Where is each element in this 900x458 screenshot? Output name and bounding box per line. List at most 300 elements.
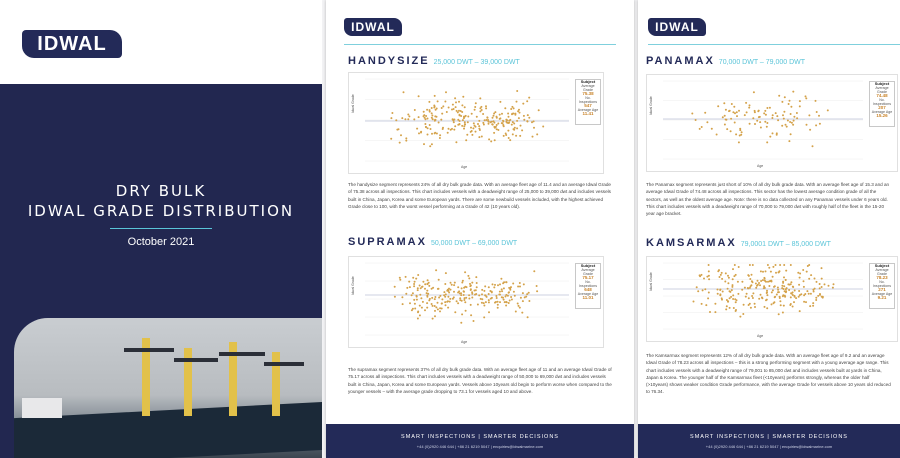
data-point: [458, 101, 460, 103]
data-point: [467, 121, 469, 123]
data-point: [729, 307, 731, 309]
data-point: [815, 124, 817, 126]
data-point: [439, 295, 441, 297]
data-point: [412, 277, 414, 279]
data-point: [482, 122, 484, 124]
data-point: [459, 114, 461, 116]
data-point: [465, 115, 467, 117]
crane-boom: [264, 362, 304, 366]
data-point: [736, 299, 738, 301]
idwal-logo: IDWAL: [344, 18, 402, 36]
data-point: [408, 281, 410, 283]
data-point: [536, 285, 538, 287]
legend-age-label: Average Age: [871, 110, 893, 114]
data-point: [475, 131, 477, 133]
data-point: [701, 126, 703, 128]
data-point: [449, 298, 451, 300]
data-point: [717, 289, 719, 291]
data-point: [809, 129, 811, 131]
data-point: [758, 298, 760, 300]
data-point: [510, 286, 512, 288]
data-point: [507, 113, 509, 115]
data-point: [766, 141, 768, 143]
data-point: [785, 124, 787, 126]
data-point: [741, 289, 743, 291]
data-point: [403, 91, 405, 93]
data-point: [500, 278, 502, 280]
data-point: [508, 120, 510, 122]
data-point: [472, 127, 474, 129]
data-point: [763, 112, 765, 114]
data-point: [749, 123, 751, 125]
data-point: [773, 286, 775, 288]
data-point: [735, 133, 737, 135]
legend-grade-label: Average Grade: [581, 268, 595, 276]
data-point: [736, 111, 738, 113]
data-point: [406, 287, 408, 289]
data-point: [423, 115, 425, 117]
data-point: [434, 296, 436, 298]
data-point: [501, 288, 503, 290]
data-point: [457, 119, 459, 121]
data-point: [744, 287, 746, 289]
data-point: [488, 293, 490, 295]
data-point: [775, 272, 777, 274]
data-point: [423, 143, 425, 145]
data-point: [779, 300, 781, 302]
data-point: [731, 286, 733, 288]
data-point: [749, 278, 751, 280]
x-axis-label: Age: [461, 165, 468, 169]
data-point: [828, 285, 830, 287]
cover-title-line2: IDWAL GRADE DISTRIBUTION: [27, 202, 295, 220]
data-point: [762, 279, 764, 281]
data-point: [434, 106, 436, 108]
data-point: [439, 310, 441, 312]
report-page-3: [638, 0, 900, 458]
header-rule: [344, 44, 616, 45]
data-point: [417, 311, 419, 313]
data-point: [719, 276, 721, 278]
data-point: [518, 117, 520, 119]
data-point: [812, 305, 814, 307]
data-point: [504, 107, 506, 109]
data-point: [444, 283, 446, 285]
data-point: [390, 117, 392, 119]
data-point: [522, 103, 524, 105]
data-point: [508, 287, 510, 289]
data-point: [504, 301, 506, 303]
data-point: [427, 134, 429, 136]
ship-photo: [14, 318, 322, 458]
data-point: [725, 119, 727, 121]
data-point: [761, 297, 763, 299]
data-point: [514, 127, 516, 129]
data-point: [441, 113, 443, 115]
data-point: [491, 291, 493, 293]
data-point: [503, 287, 505, 289]
data-point: [746, 293, 748, 295]
data-point: [473, 122, 475, 124]
section-dwt-range: 79,0001 DWT – 85,000 DWT: [740, 241, 831, 248]
data-point: [470, 127, 472, 129]
data-point: [807, 265, 809, 267]
data-point: [452, 104, 454, 106]
data-point: [481, 136, 483, 138]
data-point: [735, 309, 737, 311]
data-point: [424, 288, 426, 290]
data-point: [521, 129, 523, 131]
data-point: [814, 278, 816, 280]
scatter-plot: [349, 73, 603, 173]
data-point: [422, 286, 424, 288]
data-point: [479, 107, 481, 109]
data-point: [431, 288, 433, 290]
scatter-plot: [647, 257, 897, 341]
data-point: [438, 288, 440, 290]
data-point: [438, 279, 440, 281]
data-point: [738, 110, 740, 112]
data-point: [422, 301, 424, 303]
data-point: [542, 126, 544, 128]
data-point: [434, 132, 436, 134]
legend-age-value: 15.26: [876, 113, 888, 118]
data-point: [514, 295, 516, 297]
data-point: [723, 102, 725, 104]
data-point: [432, 305, 434, 307]
data-point: [764, 306, 766, 308]
data-point: [526, 293, 528, 295]
data-point: [464, 106, 466, 108]
data-point: [821, 286, 823, 288]
data-point: [733, 307, 735, 309]
data-point: [797, 272, 799, 274]
data-point: [775, 264, 777, 266]
data-point: [792, 306, 794, 308]
data-point: [827, 109, 829, 111]
data-point: [516, 90, 518, 92]
data-point: [777, 289, 779, 291]
data-point: [486, 119, 488, 121]
data-point: [752, 292, 754, 294]
data-point: [778, 313, 780, 315]
data-point: [821, 267, 823, 269]
y-axis-label: Idwal Grade: [351, 276, 355, 295]
data-point: [808, 293, 810, 295]
data-point: [494, 111, 496, 113]
data-point: [762, 271, 764, 273]
data-point: [411, 294, 413, 296]
data-point: [732, 268, 734, 270]
data-point: [455, 141, 457, 143]
data-point: [426, 307, 428, 309]
data-point: [738, 141, 740, 143]
data-point: [414, 308, 416, 310]
data-point: [416, 295, 418, 297]
data-point: [398, 128, 400, 130]
data-point: [470, 289, 472, 291]
data-point: [426, 290, 428, 292]
data-point: [719, 293, 721, 295]
data-point: [473, 320, 475, 322]
data-point: [793, 120, 795, 122]
data-point: [453, 284, 455, 286]
data-point: [721, 278, 723, 280]
data-point: [468, 294, 470, 296]
data-point: [771, 291, 773, 293]
data-point: [435, 119, 437, 121]
data-point: [703, 278, 705, 280]
data-point: [509, 139, 511, 141]
data-point: [434, 298, 436, 300]
data-point: [461, 282, 463, 284]
data-point: [434, 305, 436, 307]
data-point: [798, 284, 800, 286]
data-point: [454, 97, 456, 99]
data-point: [736, 115, 738, 117]
chart-legend: [869, 263, 895, 309]
data-point: [509, 300, 511, 302]
data-point: [785, 270, 787, 272]
data-point: [523, 283, 525, 285]
data-point: [499, 117, 501, 119]
data-point: [471, 293, 473, 295]
data-point: [725, 308, 727, 310]
data-point: [732, 298, 734, 300]
data-point: [750, 285, 752, 287]
data-point: [463, 128, 465, 130]
data-point: [464, 121, 466, 123]
data-point: [809, 305, 811, 307]
data-point: [493, 120, 495, 122]
data-point: [493, 115, 495, 117]
data-point: [818, 115, 820, 117]
data-point: [697, 290, 699, 292]
data-point: [429, 111, 431, 113]
data-point: [769, 136, 771, 138]
section-paragraph: The supramax segment represents 37% of all dry bulk grade data. With an average fleet age of 11 and an average Idwal Grade of 75.17 across all inspections. This chart includes vessels with a deadweight range of 50,000 to 69,000 dwt and includes vessels built in China, Japan, Korea and some European yards. Vessels above 10years old begin to perform worse when compared to the younger vessels – with the average grade dropping to 73.1 for vessels aged 10 and above.: [348, 367, 612, 394]
data-point: [411, 309, 413, 311]
data-point: [824, 283, 826, 285]
data-point: [822, 297, 824, 299]
data-point: [431, 107, 433, 109]
data-point: [438, 122, 440, 124]
data-point: [455, 106, 457, 108]
data-point: [757, 284, 759, 286]
legend-age-label: Average Age: [577, 108, 599, 112]
data-point: [490, 298, 492, 300]
section-name: HANDYSIZE: [348, 55, 430, 67]
data-point: [391, 112, 393, 114]
data-point: [513, 291, 515, 293]
data-point: [424, 283, 426, 285]
data-point: [425, 118, 427, 120]
data-point: [739, 316, 741, 318]
section-dwt-range: 25,000 DWT – 39,000 DWT: [433, 59, 520, 66]
data-point: [486, 296, 488, 298]
data-point: [464, 297, 466, 299]
data-point: [399, 142, 401, 144]
data-point: [526, 100, 528, 102]
data-point: [699, 274, 701, 276]
data-point: [470, 314, 472, 316]
data-point: [806, 271, 808, 273]
data-point: [784, 290, 786, 292]
data-point: [461, 125, 463, 127]
data-point: [791, 293, 793, 295]
data-point: [414, 109, 416, 111]
data-point: [466, 134, 468, 136]
data-point: [790, 281, 792, 283]
data-point: [441, 302, 443, 304]
data-point: [766, 290, 768, 292]
data-point: [782, 312, 784, 314]
data-point: [821, 278, 823, 280]
data-point: [449, 301, 451, 303]
chart-legend: [575, 263, 601, 309]
data-point: [427, 279, 429, 281]
data-point: [789, 304, 791, 306]
data-point: [417, 289, 419, 291]
legend-grade-label: Average Grade: [875, 86, 889, 94]
data-point: [485, 105, 487, 107]
data-point: [726, 299, 728, 301]
data-point: [487, 117, 489, 119]
data-point: [765, 270, 767, 272]
data-point: [401, 117, 403, 119]
data-point: [497, 123, 499, 125]
data-point: [766, 126, 768, 128]
data-point: [799, 100, 801, 102]
data-point: [431, 303, 433, 305]
legend-age-value: 11.01: [582, 295, 594, 300]
data-point: [434, 310, 436, 312]
data-point: [781, 285, 783, 287]
data-point: [532, 136, 534, 138]
data-point: [740, 134, 742, 136]
data-point: [709, 311, 711, 313]
data-point: [767, 264, 769, 266]
data-point: [764, 110, 766, 112]
data-point: [413, 283, 415, 285]
data-point: [468, 298, 470, 300]
data-point: [510, 108, 512, 110]
data-point: [502, 124, 504, 126]
data-point: [431, 112, 433, 114]
data-point: [705, 304, 707, 306]
data-point: [412, 292, 414, 294]
data-point: [454, 125, 456, 127]
data-point: [444, 101, 446, 103]
data-point: [771, 117, 773, 119]
data-point: [408, 115, 410, 117]
scatter-plot: [647, 75, 897, 171]
data-point: [769, 107, 771, 109]
legend-insp-value: 207: [878, 105, 886, 110]
legend-title: Subject: [874, 263, 890, 268]
data-point: [793, 116, 795, 118]
data-point: [728, 277, 730, 279]
data-point: [746, 111, 748, 113]
data-point: [450, 129, 452, 131]
data-point: [730, 130, 732, 132]
data-point: [478, 125, 480, 127]
data-point: [447, 289, 449, 291]
data-point: [437, 308, 439, 310]
data-point: [744, 114, 746, 116]
data-point: [721, 299, 723, 301]
data-point: [772, 114, 774, 116]
data-point: [708, 275, 710, 277]
data-point: [756, 120, 758, 122]
data-point: [413, 118, 415, 120]
data-point: [691, 113, 693, 115]
data-point: [765, 114, 767, 116]
data-point: [815, 299, 817, 301]
data-point: [714, 311, 716, 313]
data-point: [459, 299, 461, 301]
data-point: [463, 294, 465, 296]
data-point: [720, 274, 722, 276]
data-point: [426, 292, 428, 294]
data-point: [798, 290, 800, 292]
data-point: [717, 293, 719, 295]
data-point: [777, 287, 779, 289]
data-point: [453, 291, 455, 293]
data-point: [817, 295, 819, 297]
data-point: [741, 131, 743, 133]
data-point: [738, 266, 740, 268]
data-point: [816, 111, 818, 113]
data-point: [463, 117, 465, 119]
scatter-chart-supramax: [348, 256, 604, 348]
data-point: [775, 112, 777, 114]
legend-age-label: Average Age: [871, 292, 893, 296]
data-point: [427, 127, 429, 129]
data-point: [508, 137, 510, 139]
data-point: [457, 286, 459, 288]
data-point: [528, 292, 530, 294]
data-point: [716, 134, 718, 136]
data-point: [461, 287, 463, 289]
data-point: [499, 301, 501, 303]
section-name: KAMSARMAX: [646, 237, 737, 249]
data-point: [788, 289, 790, 291]
data-point: [760, 294, 762, 296]
data-point: [507, 130, 509, 132]
data-point: [479, 110, 481, 112]
data-point: [833, 283, 835, 285]
data-point: [426, 283, 428, 285]
data-point: [805, 97, 807, 99]
data-point: [484, 294, 486, 296]
data-point: [451, 284, 453, 286]
data-point: [763, 287, 765, 289]
data-point: [495, 295, 497, 297]
data-point: [728, 110, 730, 112]
data-point: [768, 285, 770, 287]
data-point: [527, 114, 529, 116]
data-point: [711, 128, 713, 130]
data-point: [790, 283, 792, 285]
legend-insp-label: No. Inspections: [578, 96, 598, 104]
data-point: [757, 280, 759, 282]
data-point: [483, 290, 485, 292]
data-point: [802, 269, 804, 271]
data-point: [729, 297, 731, 299]
data-point: [457, 302, 459, 304]
section-title-panamax: [646, 55, 805, 67]
